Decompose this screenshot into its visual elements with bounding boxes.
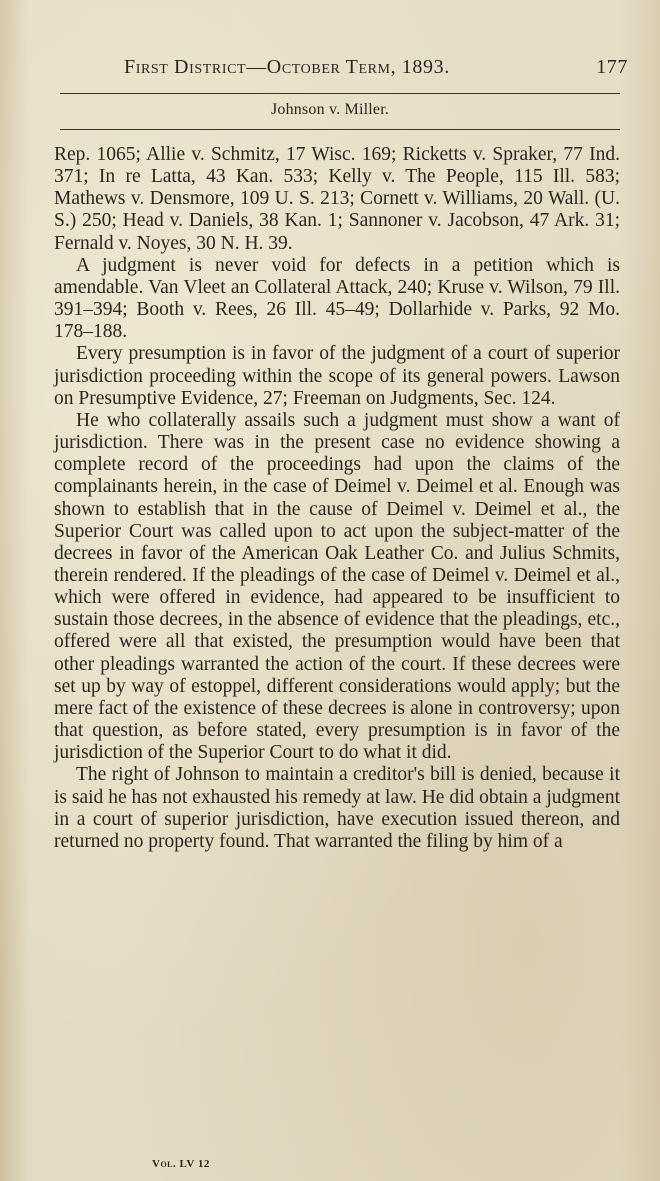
header-rule-bottom — [60, 129, 620, 130]
paragraph-3: Every presumption is in favor of the judgment of a court of superior jurisdiction proceeding within the scope of its general powers. Lawson on Presumptive Evidence, 27; Freeman on Judgments, Sec. 124. — [54, 343, 620, 409]
case-title: Johnson v. Miller. — [270, 101, 390, 118]
paragraph-5: The right of Johnson to maintain a creditor's bill is denied, because it is said he has not exhausted his remedy at law. He did obtain a judgment in a court of superior jurisdiction, have execution issued thereon, and returned no property found. That warranted the filing by him of a — [54, 764, 620, 852]
running-head — [124, 56, 628, 88]
header-rule-top — [60, 93, 620, 94]
body-text — [54, 144, 620, 853]
running-title: First District—October Term, 1893. — [124, 56, 450, 78]
paragraph-1: Rep. 1065; Allie v. Schmitz, 17 Wisc. 169; Ricketts v. Spraker, 77 Ind. 371; In re Latta, 43 Kan. 533; Kelly v. The People, 115 Ill. 583; Mathews v. Densmore, 109 U. S. 213; Cornett v. Williams, 20 Wall. (U. S.) 250; Head v. Daniels, 38 Kan. 1; Sannoner v. Jacobson, 47 Ark. 31; Fernald v. Noyes, 30 N. H. 39. — [54, 144, 620, 254]
paragraph-2: A judgment is never void for defects in a petition which is amendable. Van Vleet an Collateral Attack, 240; Kruse v. Wilson, 79 Ill. 391–394; Booth v. Rees, 26 Ill. 45–49; Dollarhide v. Parks, 92 Mo. 178–188. — [54, 254, 620, 343]
page-number: 177 — [596, 56, 628, 78]
paragraph-4: He who collaterally assails such a judgment must show a want of jurisdiction. There was in the present case no evidence showing a complete record of the proceedings had upon the claims of the complainants herein, in the case of Deimel v. Deimel et al. Enough was shown to establish that in the cause of Deimel v. Deimel et al., the Superior Court was called upon to act upon the subject-matter of the decrees in favor of the American Oak Leather Co. and Julius Schmits, therein rendered. If the pleadings of the case of Deimel v. Deimel et al., which were offered in evidence, had appeared to be insufficient to sustain those decrees, in the absence of evidence that the pleadings, etc., offered were all that existed, the presumption would have been that other pleadings warranted the action of the court. If these decrees were set up by way of estoppel, different considerations would apply; but the mere fact of the existence of these decrees is alone in controversy; upon that question, as before stated, every presumption is in favor of the jurisdiction of the Superior Court to do what it did. — [54, 409, 620, 764]
signature-mark: Vol. LV 12 — [152, 1158, 210, 1170]
